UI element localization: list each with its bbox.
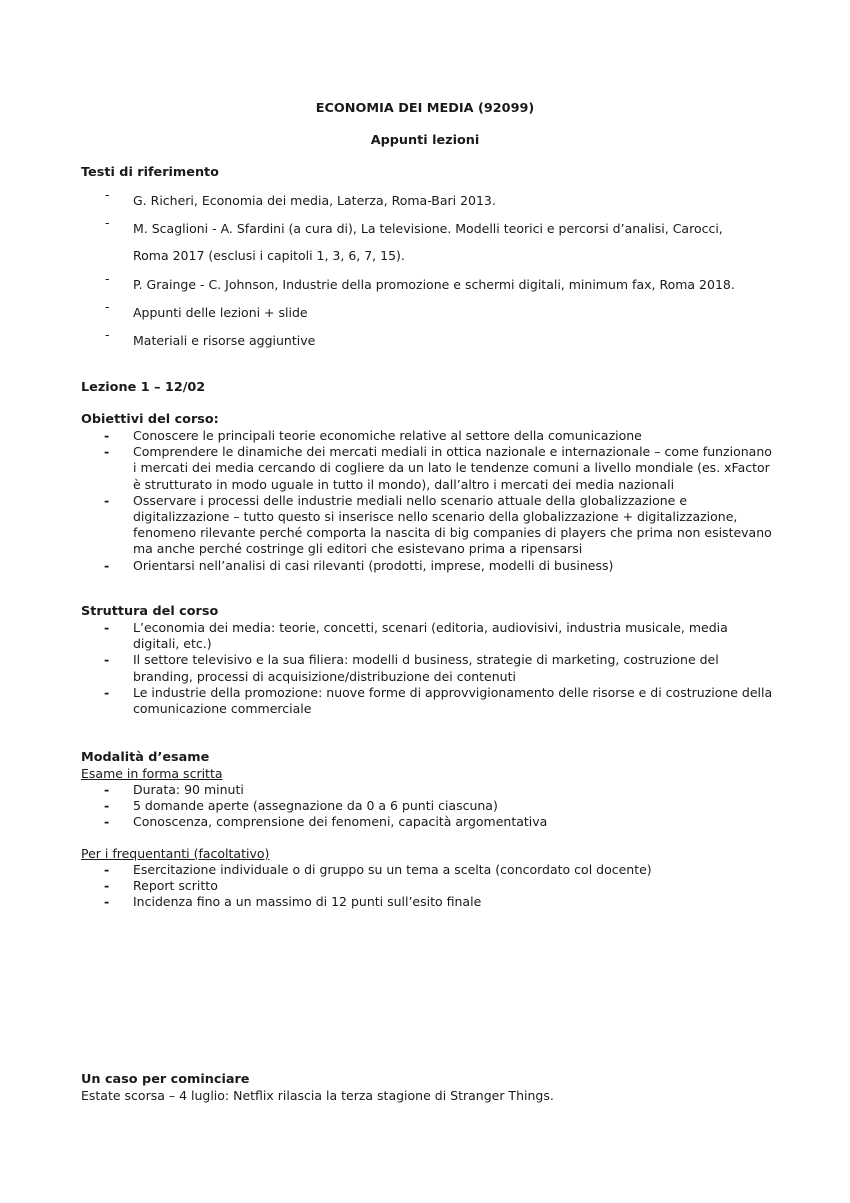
list-item [0, 620, 773, 652]
list-item-text: Durata: 90 minuti [133, 782, 244, 797]
bullet-dash: - [104, 814, 110, 830]
esame-scritta-label: Esame in forma scritta [81, 766, 223, 781]
list-item [0, 814, 773, 830]
list-item [0, 862, 773, 878]
obiettivi-heading: Obiettivi del corso: [81, 412, 219, 427]
bullet-dash: - [104, 557, 110, 573]
document-subtitle: Appunti lezioni [370, 133, 480, 148]
bullet-dash: - [104, 894, 110, 910]
caso-heading: Un caso per cominciare [81, 1072, 250, 1087]
document-title: ECONOMIA DEI MEDIA (92099) [315, 101, 535, 116]
list-item-text: Incidenza fino a un massimo di 12 punti sull’esito finale [133, 894, 482, 910]
list-item [0, 894, 773, 910]
list-item-text: Il settore televisivo e la sua filiera: modelli d business, strategie di marketing, costruzione del branding, processi di acquisizione/distribuzione dei contenuti [133, 652, 719, 684]
list-item-text: 5 domande aperte (assegnazione da 0 a 6 punti ciascuna) [133, 798, 498, 814]
list-item [0, 798, 773, 814]
obiettivi-list [0, 428, 850, 574]
bullet-dash: - [104, 652, 110, 668]
bullet-dash: - [104, 444, 110, 460]
lezione-heading: Lezione 1 – 12/02 [81, 380, 206, 395]
list-item [0, 558, 773, 574]
reference-text: Materiali e risorse aggiuntive [133, 333, 316, 348]
list-item [0, 685, 773, 717]
testi-heading: Testi di riferimento [81, 165, 219, 180]
bullet-dash: - [105, 271, 110, 286]
bullet-dash: - [104, 798, 110, 814]
struttura-heading: Struttura del corso [81, 604, 219, 619]
reference-text: Appunti delle lezioni + slide [133, 305, 308, 320]
list-item-text: Conoscere le principali teorie economiche relative al settore della comunicazione [133, 428, 642, 443]
reference-text: M. Scaglioni - A. Sfardini (a cura di), La televisione. Modelli teorici e percorsi d’analisi, Carocci, Roma 2017 (esclusi i capitoli 1, 3, 6, 7, 15). [133, 221, 723, 263]
list-item-text: Comprendere le dinamiche dei mercati mediali in ottica nazionale e internazionale – come funzionano i mercati dei media cercando di cogliere da un lato le tendenze comuni a livello mondiale (es. xFactor è strutturato in modo uguale in tutto il mondo), dall’altro i mercati dei media nazionali [133, 444, 772, 492]
bullet-dash: - [105, 187, 110, 202]
caso-text: Estate scorsa – 4 luglio: Netflix rilascia la terza stagione di Stranger Things. [81, 1088, 554, 1103]
struttura-list [0, 620, 850, 717]
list-item [0, 782, 773, 798]
list-item-text: Report scritto [133, 878, 218, 894]
list-item [0, 878, 773, 894]
list-item-text: Osservare i processi delle industrie mediali nello scenario attuale della globalizzazione e digitalizzazione – tutto questo si inserisce nello scenario della globalizzazione + digitalizzazione, fenomeno rilevante perché comporta la nascita di big companies di players che prima non esistevano ma anche perché costringe gli editori che esistevano prima a ripensarsi [133, 492, 772, 557]
list-item-text: Conoscenza, comprensione dei fenomeni, capacità argomentativa [133, 814, 548, 830]
list-item-text: L’economia dei media: teorie, concetti, scenari (editoria, audiovisivi, industria musicale, media digitali, etc.) [133, 620, 728, 652]
bullet-dash: - [104, 684, 110, 700]
reference-text: G. Richeri, Economia dei media, Laterza, Roma-Bari 2013. [133, 193, 496, 208]
bullet-dash: - [104, 878, 110, 894]
list-item-text: Orientarsi nell’analisi di casi rilevanti (prodotti, imprese, modelli di business) [133, 557, 614, 573]
list-item-text: Esercitazione individuale o di gruppo su un tema a scelta (concordato col docente) [133, 862, 652, 877]
list-item-text: Le industrie della promozione: nuove forme di approvvigionamento delle risorse e di costruzione della comunicazione commerciale [133, 684, 773, 717]
list-item [0, 493, 773, 558]
esame-frequentanti-list [0, 862, 850, 911]
esame-heading: Modalità d’esame [81, 750, 210, 765]
list-item [0, 444, 773, 493]
bullet-dash: - [105, 299, 110, 314]
esame-scritta-list [0, 782, 850, 831]
bullet-dash: - [104, 620, 110, 635]
reference-text: P. Grainge - C. Johnson, Industrie della promozione e schermi digitali, minimum fax, Roma 2018. [133, 277, 735, 292]
bullet-dash: - [104, 428, 110, 443]
list-item [0, 652, 773, 684]
bullet-dash: - [105, 215, 110, 230]
bullet-dash: - [104, 862, 110, 877]
bullet-dash: - [105, 327, 110, 342]
bullet-dash: - [104, 782, 110, 797]
bullet-dash: - [104, 492, 110, 508]
esame-frequentanti-label: Per i frequentanti (facoltativo) [81, 846, 270, 861]
list-item [0, 428, 773, 444]
